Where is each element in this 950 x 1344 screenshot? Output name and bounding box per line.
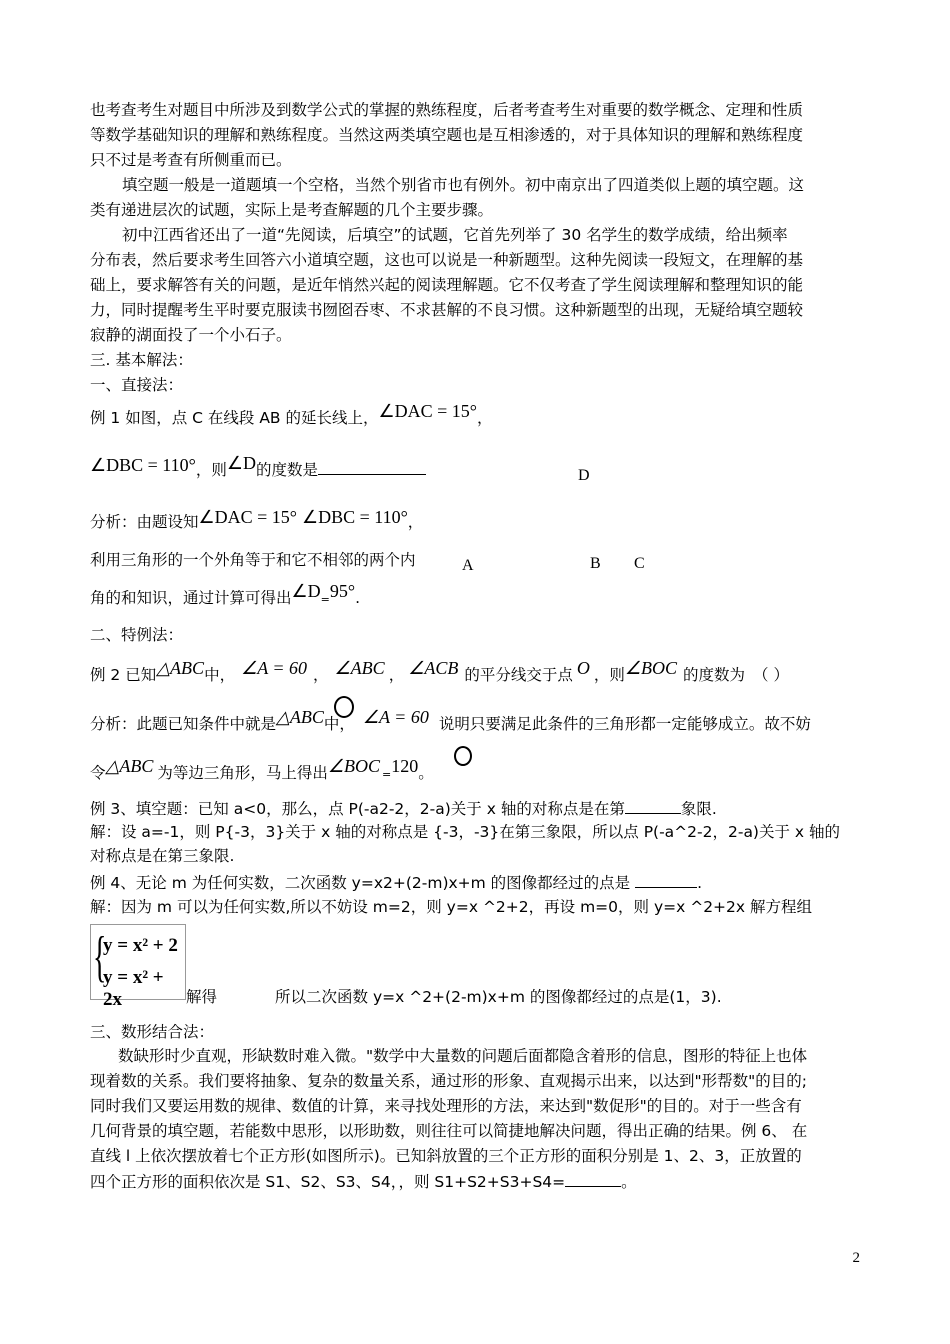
angle-acb: ∠ACB	[408, 658, 459, 678]
answer-blank	[625, 797, 681, 814]
example-4-line	[90, 871, 702, 894]
solution-line: 解：设 a=-1，则 P{-3，3}关于 x 轴的对称点是 {-3，-3}在第三象限，所以点 P(-a^2-2，2-a)关于 x 轴的	[90, 823, 841, 841]
example-4-text: .	[697, 874, 703, 892]
para-line: 寂静的湖面投了一个小石子。	[90, 326, 292, 344]
equation-system	[90, 924, 186, 1010]
para-line: 数缺形时少直观，形缺数时难入微。"数学中大量数的问题后面都隐含着形的信息，图形的特征上也体	[118, 1047, 808, 1065]
answer-parens: （ ）	[753, 666, 789, 684]
example-3-line	[90, 797, 717, 820]
para-line: 只不过是考查有所侧重而已。	[90, 151, 292, 169]
analysis-line	[90, 507, 424, 533]
angle-a: ∠A = 60	[362, 707, 429, 727]
example-1-line	[90, 401, 493, 429]
para-line: 现着数的关系。我们要将抽象、复杂的数量关系，通过形的形象、直观揭示出来，以达到"形帮数"的目的;	[90, 1072, 807, 1090]
example-2-text: 中，	[204, 666, 236, 684]
circle-mark	[334, 696, 354, 718]
solution-text: 所以二次函数 y=x ^2+(2-m)x+m 的图像都经过的点是(1，3).	[275, 988, 722, 1006]
solution-line: 对称点是在第三象限.	[90, 847, 235, 865]
equation-1: y = x² + 2	[103, 935, 178, 956]
analysis-text: 中，	[323, 715, 355, 733]
triangle-abc: △ABC	[276, 707, 324, 727]
analysis-text: 分析：此题已知条件中就是	[90, 715, 277, 733]
point-label-d: D	[578, 467, 590, 484]
punct: ，	[313, 666, 329, 684]
para-line: 等数学基础知识的理解和熟练程度。当然这两类填空题也是互相渗透的，对于具体知识的理解和熟练程度	[90, 126, 804, 144]
page-number: 2	[852, 1250, 860, 1266]
angle-boc: ∠BOC	[327, 756, 381, 776]
answer-blank	[565, 1170, 621, 1187]
example-1-text: 例 1 如图，点 C 在线段 AB 的延长线上，	[90, 409, 379, 427]
analysis-text: 令	[90, 764, 106, 782]
example-1-line	[90, 453, 426, 481]
para-line: 力，同时提醒考生平时要克服读书囫囵吞枣、不求甚解的不良习惯。这种新题型的出现，无疑给填空题较	[90, 301, 804, 319]
example-2-text: 的平分线交于点	[464, 666, 573, 684]
angle-boc: ∠BOC	[624, 658, 678, 678]
analysis-line: 利用三角形的一个外角等于和它不相邻的两个内	[90, 551, 416, 569]
angle-dac: ∠DAC = 15°	[378, 401, 477, 421]
brace-icon: {	[93, 926, 107, 988]
example-3-text: 例 3、填空题：已知 a<0，那么，点 P(-a2-2，2-a)关于 x 轴的对称点是在第	[90, 800, 625, 818]
subsection-heading: 二、特例法：	[90, 626, 184, 644]
para-line: 初中江西省还出了一道“先阅读，后填空”的试题，它首先列举了 30 名学生的数学成绩，给出频率	[122, 226, 788, 244]
angle-dbc: ∠DBC = 110°	[90, 455, 196, 475]
answer-blank	[635, 871, 697, 888]
analysis-text: 为等边三角形，马上得出	[157, 764, 328, 782]
section-heading: 三. 基本解法：	[90, 351, 193, 369]
example-2-text: 例 2 已知	[90, 666, 157, 684]
punct: 。	[418, 764, 434, 782]
example-2-text: ，则	[593, 666, 625, 684]
para-text: 四个正方形的面积依次是 S1、S2、S3、S4，，则 S1+S2+S3+S4=	[90, 1173, 566, 1191]
equals-sign: =	[320, 593, 330, 606]
example-1-text: 的度数是	[256, 461, 319, 479]
angle-abc: ∠ABC	[334, 658, 385, 678]
answer-value: 120	[391, 756, 419, 776]
point-label-b: B	[590, 555, 601, 572]
angle-dbc: ∠DBC = 110°	[301, 507, 408, 527]
para-line: 分布表，然后要求考生回答六小道填空题，这也可以说是一种新题型。这种先阅读一段短文，在理解的基	[90, 251, 804, 269]
solution-line	[186, 986, 722, 1008]
analysis-line	[90, 707, 811, 735]
analysis-line	[90, 581, 361, 611]
punct: ，	[407, 513, 424, 531]
para-line: 类有递进层次的试题，实际上是考查解题的几个主要步骤。	[90, 201, 494, 219]
para-line: 同时我们又要运用数的规律、数值的计算，来寻找处理形的方法，来达到"数促形"的目的。对于一些含有	[90, 1097, 802, 1115]
angle-d: ∠D	[226, 453, 256, 473]
example-2-text: 的度数为	[683, 666, 746, 684]
equals-sign: =	[382, 768, 392, 781]
analysis-text: 说明只要满足此条件的三角形都一定能够成立。故不妨	[438, 715, 811, 733]
analysis-text: 角的和知识，通过计算可得出	[90, 589, 292, 607]
example-3-text: 象限.	[680, 800, 717, 818]
para-line: 也考查考生对题目中所涉及到数学公式的掌握的熟练程度，后者考查考生对重要的数学概念、定理和性质	[90, 101, 804, 119]
angle-d: ∠D	[291, 581, 321, 601]
para-text: 。	[621, 1173, 637, 1191]
example-2-line	[90, 658, 789, 686]
analysis-text: 分析：由题设知	[90, 513, 199, 531]
answer-value: 95°	[329, 581, 356, 601]
punct: ，	[388, 666, 405, 684]
point-o: O	[576, 658, 590, 678]
angle-a: ∠A = 60	[241, 658, 308, 678]
point-label-a: A	[462, 557, 474, 574]
subsection-heading: 一、直接法：	[90, 376, 184, 394]
para-line	[90, 1170, 637, 1193]
para-line: 填空题一般是一道题填一个空格，当然个别省市也有例外。初中南京出了四道类似上题的填空题。这	[122, 176, 805, 194]
solution-line: 解：因为 m 可以为任何实数,所以不妨设 m=2，则 y=x ^2+2，再设 m=0，则 y=x ^2+2x 解方程组	[90, 898, 813, 916]
punct: ，	[476, 409, 493, 427]
triangle-abc: △ABC	[156, 658, 205, 678]
para-line: 直线 l 上依次摆放着七个正方形(如图所示)。已知斜放置的三个正方形的面积分别是 1、2、3，正放置的	[90, 1147, 802, 1165]
punct: .	[355, 589, 361, 607]
point-label-c: C	[634, 555, 645, 572]
answer-blank	[318, 458, 426, 475]
analysis-line	[90, 756, 434, 786]
angle-dac: ∠DAC = 15°	[198, 507, 298, 527]
para-line: 几何背景的填空题，若能数中思形，以形助数，则往往可以简捷地解决问题，得出正确的结果。例 6、 在	[90, 1122, 808, 1140]
para-line: 础上，要求解答有关的问题，是近年悄然兴起的阅读理解题。它不仅考查了学生阅读理解和整理知识的能	[90, 276, 804, 294]
example-4-text: 例 4、无论 m 为任何实数，二次函数 y=x2+(2-m)x+m 的图像都经过的点是	[90, 874, 631, 892]
example-1-text: ，则	[195, 461, 227, 479]
triangle-abc: △ABC	[105, 756, 154, 776]
equation-2: y = x² + 2x	[103, 967, 164, 1010]
solution-text: 解得	[186, 988, 218, 1006]
circle-mark	[454, 746, 472, 766]
subsection-heading: 三、数形结合法：	[90, 1023, 215, 1041]
